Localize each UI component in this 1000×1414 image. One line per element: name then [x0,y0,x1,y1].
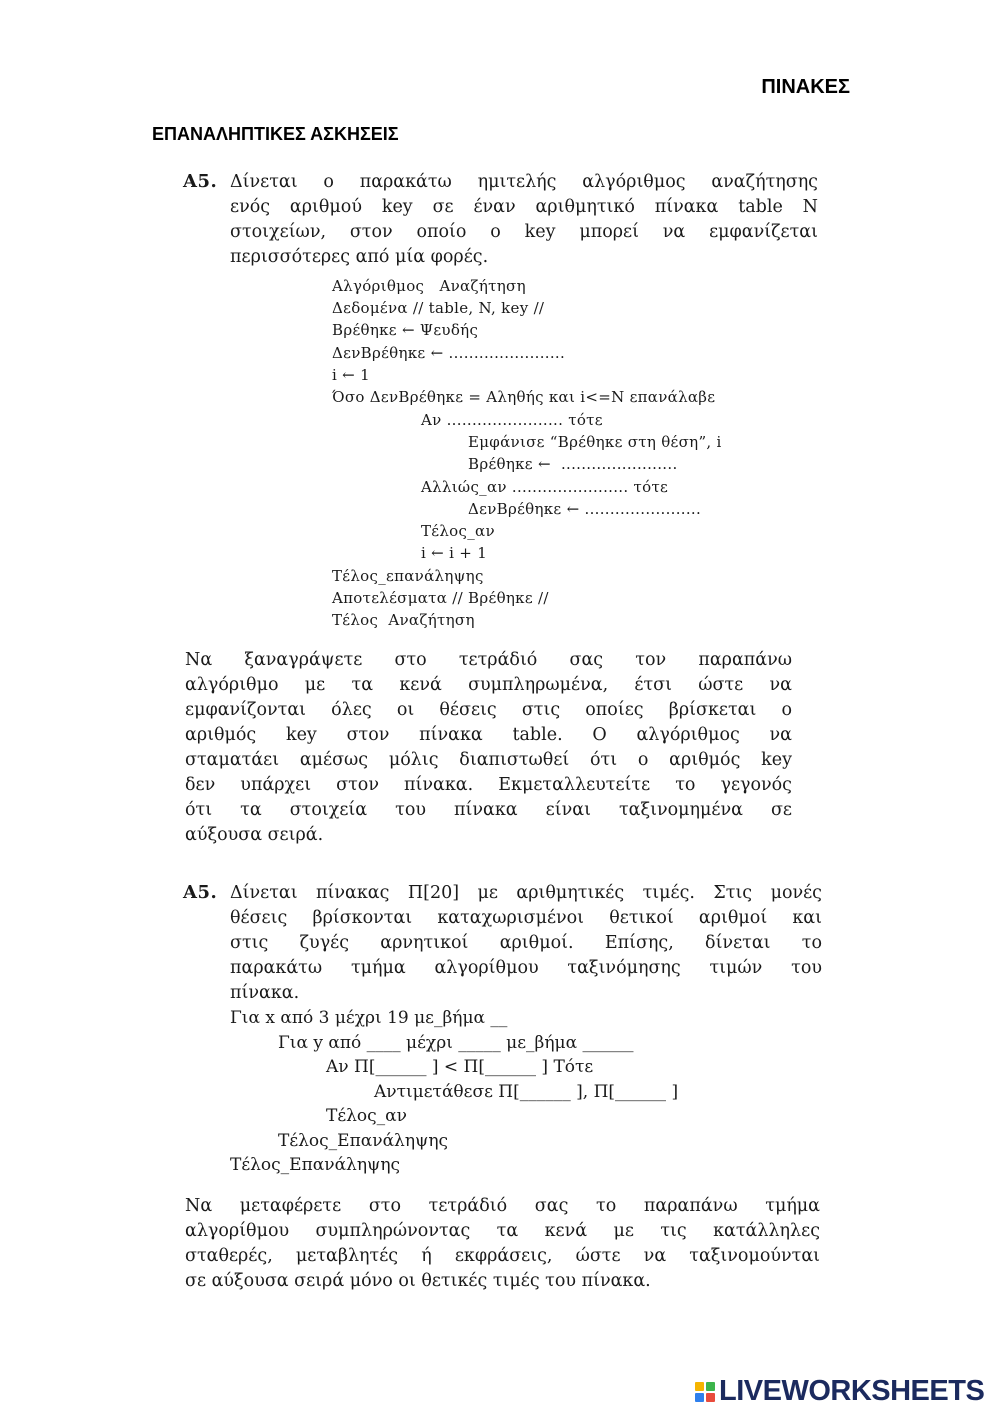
task-line: εμφανίζονται όλες οι θέσεις στις οποίες βρίσκεται ο [185,700,792,720]
task-line: αύξουσα σειρά. [185,825,324,845]
intro-line: πίνακα. [230,983,300,1003]
algorithm-line: Εμφάνισε “Βρέθηκε στη θέση”, i [468,433,722,451]
algorithm-line: ΔενΒρέθηκε ← ....................... [332,344,566,362]
algorithm-line: Όσο ΔενΒρέθηκε = Αληθής και i<=N επανάλαβε [332,388,716,406]
intro-line: θέσεις βρίσκονται καταχωρισμένοι θετικοί αριθμοί και [230,908,822,928]
task-line: σταθερές, μεταβλητές ή εκφράσεις, ώστε να ταξινομούνται [185,1246,820,1266]
algorithm-line: i ← 1 [332,366,370,384]
intro-line: Δίνεται ο παρακάτω ημιτελής αλγόριθμος αναζήτησης [230,172,818,192]
algorithm-line: i ← i + 1 [421,544,488,562]
task-line: σε αύξουσα σειρά μόνο οι θετικές τιμές του πίνακα. [185,1271,651,1291]
intro-line: παρακάτω τμήμα αλγορίθμου ταξινόμησης τιμών του [230,958,822,978]
algorithm-line: Τέλος_αν [421,522,495,540]
question-1-intro [230,170,818,270]
algorithm-line: Βρέθηκε ← ....................... [468,455,678,473]
algorithm-line: Δεδομένα // table, N, key // [332,299,545,317]
task-line: δεν υπάρχει στον πίνακα. Εκμεταλλευτείτε το γεγονός [185,775,792,795]
algorithm-line: Τέλος_Επανάληψης [278,1131,449,1151]
task-line: σταματάει αμέσως μόλις διαπιστωθεί ότι ο αριθμός key [185,750,792,770]
question-2-intro [230,881,822,1006]
task-line: αλγόριθμο με τα κενά συμπληρωμένα, έτσι ώστε να [185,675,792,695]
section-title: ΕΠΑΝΑΛΗΠΤΙΚΕΣ ΑΣΚΗΣΕΙΣ [152,124,399,144]
intro-line: στοιχείων, στον οποίο ο key μπορεί να εμφανίζεται [230,222,818,242]
algorithm-line: Για y από ____ μέχρι _____ με_βήμα ______ [278,1033,634,1053]
algorithm-line: Αντιμετάθεσε Π[______ ], Π[______ ] [374,1082,679,1102]
intro-line: ενός αριθμού key σε έναν αριθμητικό πίνακα table N [230,197,818,217]
task-line: αριθμός key στον πίνακα table. Ο αλγόριθμος να [185,725,792,745]
liveworksheets-logo[interactable] [695,1375,984,1408]
intro-line: στις ζυγές αρνητικοί αριθμοί. Επίσης, δίνεται το [230,933,822,953]
algorithm-line: Αποτελέσματα // Βρέθηκε // [332,589,549,607]
task-line: Να μεταφέρετε στο τετράδιό σας το παραπάνω τμήμα [185,1196,820,1216]
task-line: Να ξαναγράψετε στο τετράδιό σας τον παραπάνω [185,650,792,670]
intro-line: Δίνεται πίνακας Π[20] με αριθμητικές τιμές. Στις μονές [230,883,822,903]
algorithm-line: Αλγόριθμος Αναζήτηση [332,277,526,295]
page-title: ΠΙΝΑΚΕΣ [761,76,850,98]
algorithm-line: Τέλος Αναζήτηση [332,611,475,629]
algorithm-line: Αν ....................... τότε [421,411,603,429]
algorithm-line: Για x από 3 μέχρι 19 με_βήμα __ [230,1008,508,1028]
algorithm-line: Αν Π[______ ] < Π[______ ] Τότε [326,1057,594,1077]
question-1-task [185,648,792,848]
algorithm-line: Τέλος_Επανάληψης [230,1155,401,1175]
intro-line: περισσότερες από μία φορές. [230,247,489,267]
task-line: αλγορίθμου συμπληρώνοντας τα κενά με τις κατάλληλες [185,1221,820,1241]
logo-squares-icon [695,1382,715,1402]
task-line: ότι τα στοιχεία του πίνακα είναι ταξινομημένα σε [185,800,792,820]
algorithm-line: Τέλος_επανάληψης [332,567,484,585]
question-2-number: A5. [183,882,218,903]
question-2-task [185,1194,820,1294]
algorithm-line: Βρέθηκε ← Ψευδής [332,321,479,339]
logo-text: LIVEWORKSHEETS [719,1375,985,1407]
question-1-number: A5. [183,171,218,192]
algorithm-line: Τέλος_αν [326,1106,407,1126]
algorithm-line: Αλλιώς_αν ....................... τότε [421,478,669,496]
algorithm-line: ΔενΒρέθηκε ← ....................... [468,500,702,518]
